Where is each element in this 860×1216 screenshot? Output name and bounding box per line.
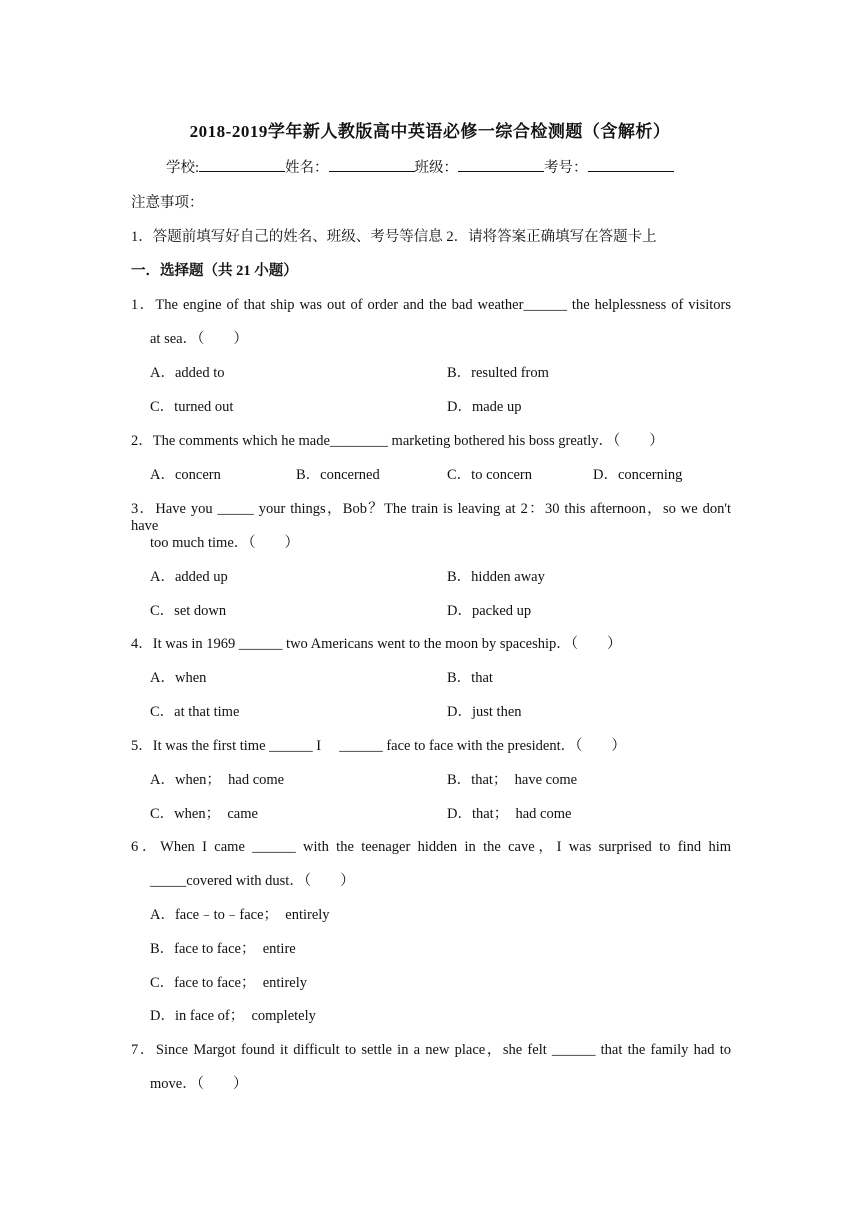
question-1-option-d[interactable]: D．made up: [447, 399, 522, 415]
question-2-stem: 2．The comments which he made________ marketing bothered his boss greatly．（ ）: [131, 433, 664, 449]
question-1-option-a[interactable]: A．added to: [150, 365, 225, 381]
class-blank[interactable]: [458, 157, 544, 172]
question-4-option-d[interactable]: D．just then: [447, 704, 522, 720]
number-label: 考号：: [544, 160, 588, 176]
notice-text: 1．答题前填写好自己的姓名、班级、考号等信息 2．请将答案正确填写在答题卡上: [131, 229, 657, 245]
student-info-row: [166, 156, 674, 177]
question-2-option-c[interactable]: C．to concern: [447, 467, 532, 483]
question-1-option-c[interactable]: C．turned out: [150, 399, 234, 415]
question-6-option-c[interactable]: C．face to face； entirely: [150, 975, 308, 991]
notice-heading: 注意事项：: [131, 195, 204, 211]
question-6-option-d[interactable]: D．in face of； completely: [150, 1008, 316, 1024]
question-2-option-d[interactable]: D．concerning: [593, 467, 683, 483]
question-6-option-b[interactable]: B．face to face； entire: [150, 941, 296, 957]
question-3-stem: 3．Have you _____ your things，Bob？The train is leaving at 2：30 this afternoon，so we don't have: [131, 501, 731, 534]
question-2-option-b[interactable]: B．concerned: [296, 467, 380, 483]
class-label: 班级：: [414, 160, 459, 176]
question-5-option-a[interactable]: A．when； had come: [150, 772, 285, 788]
question-3-option-c[interactable]: C．set down: [150, 603, 227, 619]
name-blank[interactable]: [329, 157, 415, 172]
question-4-option-c[interactable]: C．at that time: [150, 704, 240, 720]
question-4-option-a[interactable]: A．when: [150, 670, 207, 686]
question-1-stem: 1．The engine of that ship was out of order and the bad weather______ the helplessness of visitors: [131, 297, 731, 313]
question-1-stem-cont: at sea．（ ）: [150, 331, 248, 347]
question-3-stem-cont: too much time．（ ）: [150, 535, 300, 551]
name-label: 姓名：: [285, 160, 329, 176]
document-title: 2018-2019学年新人教版高中英语必修一综合检测题（含解析）: [189, 122, 671, 141]
question-1-option-b[interactable]: B．resulted from: [447, 365, 549, 381]
question-4-option-b[interactable]: B．that: [447, 670, 493, 686]
section-heading: 一．选择题（共 21 小题）: [131, 263, 298, 279]
question-5-option-b[interactable]: B．that； have come: [447, 772, 578, 788]
question-7-stem: 7．Since Margot found it difficult to settle in a new place，she felt ______ that the family had to: [131, 1042, 731, 1058]
question-5-option-d[interactable]: D．that； had come: [447, 806, 572, 822]
number-blank[interactable]: [588, 157, 674, 172]
question-3-option-a[interactable]: A．added up: [150, 569, 228, 585]
question-5-option-c[interactable]: C．when； came: [150, 806, 258, 822]
question-3-option-d[interactable]: D．packed up: [447, 603, 532, 619]
question-6-option-a[interactable]: A．face﹣to﹣face； entirely: [150, 907, 330, 923]
question-7-stem-cont: move．（ ）: [150, 1076, 248, 1092]
question-2-option-a[interactable]: A．concern: [150, 467, 221, 483]
question-3-option-b[interactable]: B．hidden away: [447, 569, 545, 585]
question-6-stem: 6．When I came ______ with the teenager hidden in the cave，I was surprised to find him: [131, 839, 731, 855]
school-label: 学校:: [166, 160, 200, 176]
question-6-stem-cont: _____covered with dust．（ ）: [150, 873, 355, 889]
school-blank[interactable]: [199, 157, 285, 172]
question-5-stem: 5．It was the first time ______ I ______ face to face with the president．（ ）: [131, 738, 626, 754]
question-4-stem: 4．It was in 1969 ______ two Americans went to the moon by spaceship．（ ）: [131, 636, 622, 652]
